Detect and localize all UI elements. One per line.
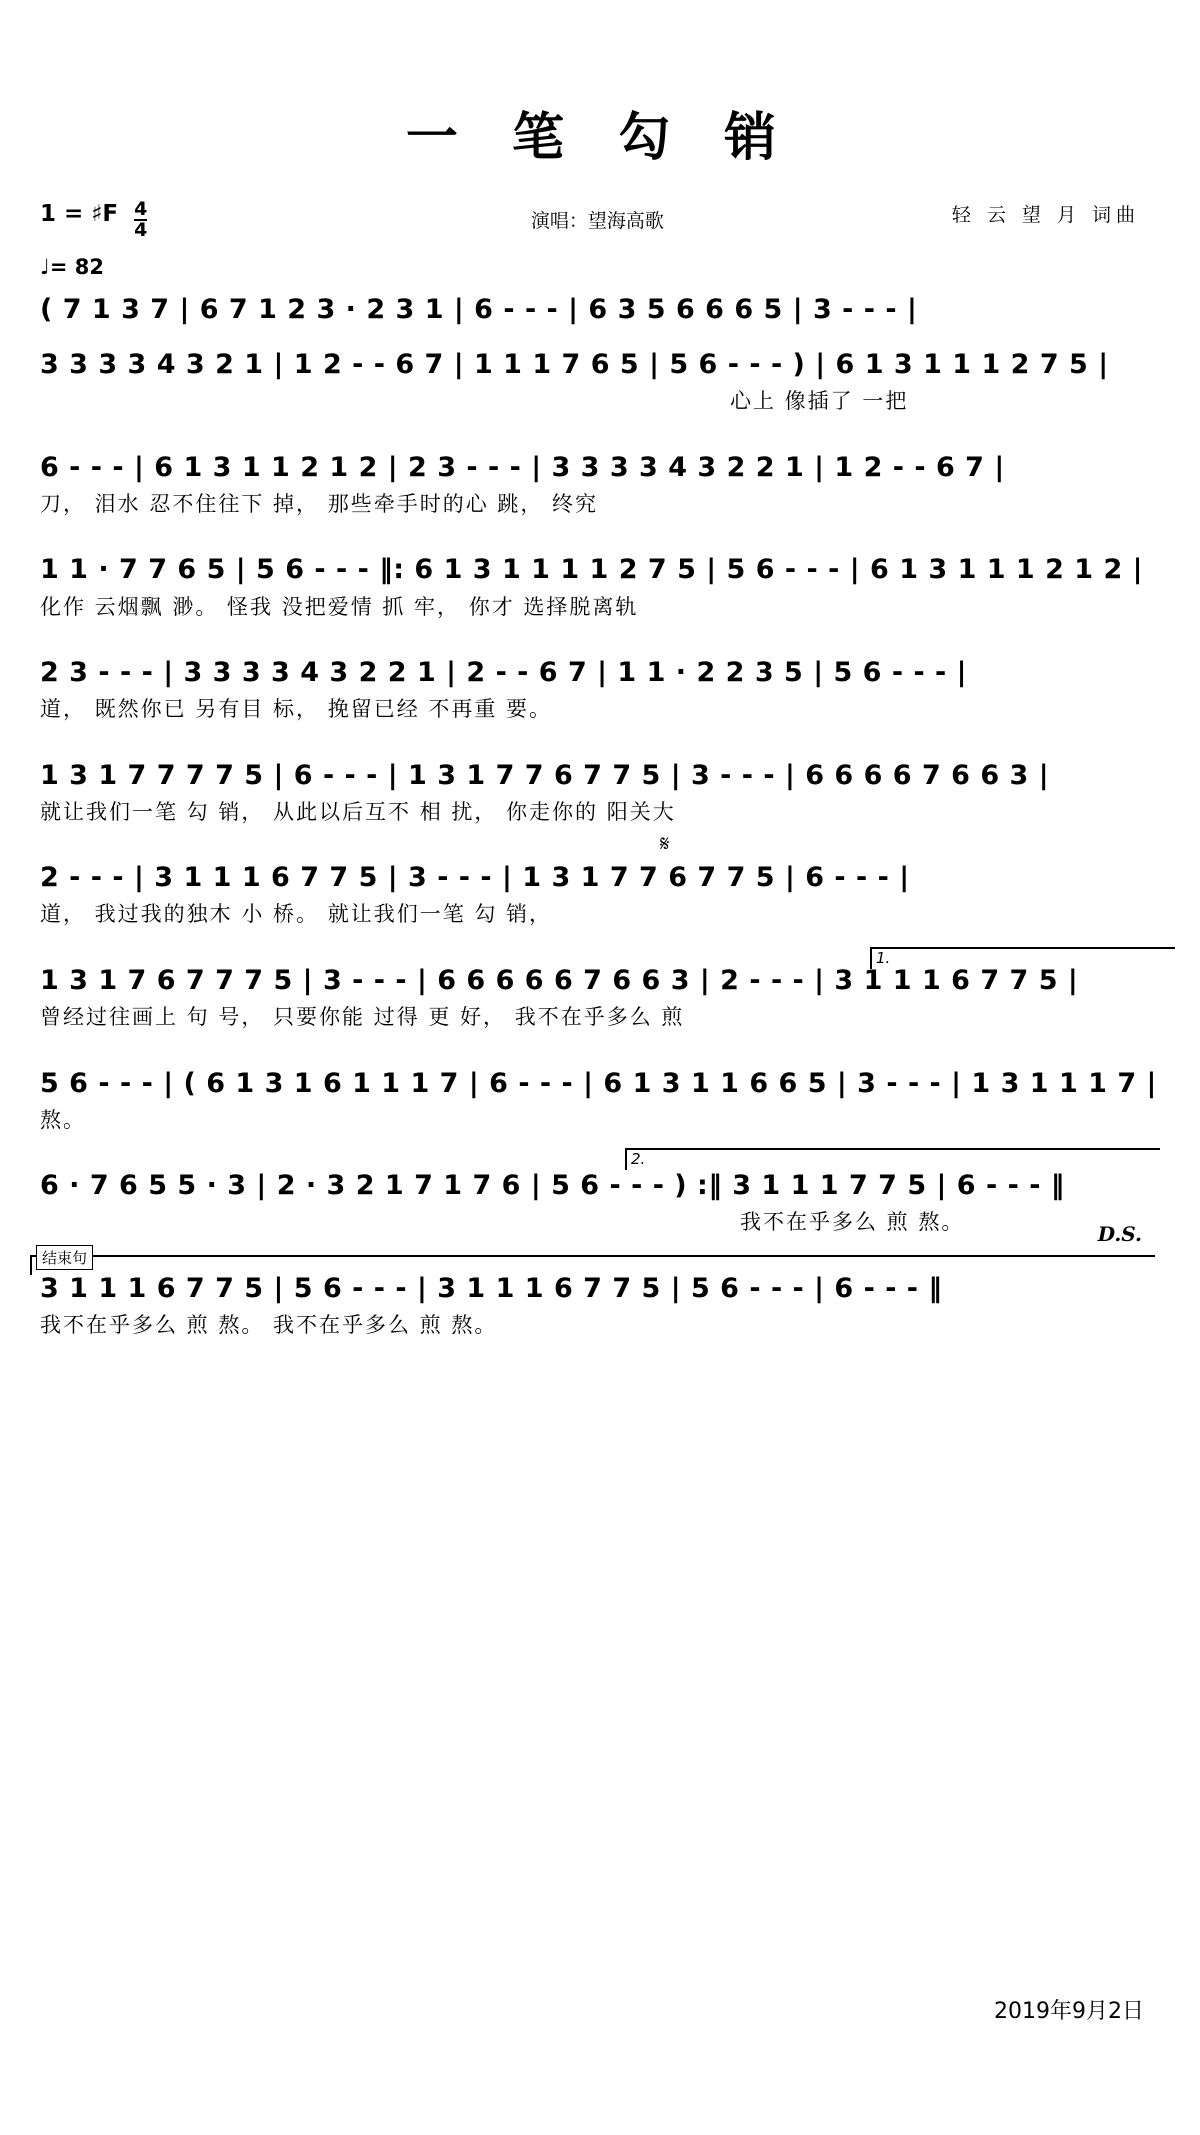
music-system-3 xyxy=(40,448,1160,521)
composition-date: 2019年9月2日 xyxy=(994,1999,1144,2024)
note-row: 1 1 · 7 7 6 5 | 5 6 - - - ‖: 6 1 3 1 1 1 1 2 7 5 | 5 6 - - - | 6 1 3 1 1 1 2 1 2 | xyxy=(40,554,1144,586)
volta-bracket-1: 1. xyxy=(870,947,1175,969)
lyric-row: 化作 云烟飘 渺。 怪我 没把爱情 抓 牢， 你才 选择脱离轨 xyxy=(40,594,639,619)
music-system-8 xyxy=(40,948,1160,1034)
note-row: 5 6 - - - | ( 6 1 3 1 6 1 1 1 7 | 6 - - - | 6 1 3 1 1 6 6 5 | 3 - - - | 1 3 1 1 1 7 | xyxy=(40,1067,1157,1099)
time-signature-numerator: 4 xyxy=(134,198,148,220)
lyric-row: 我不在乎多么 煎 熬。 我不在乎多么 煎 熬。 xyxy=(40,1313,498,1338)
time-signature xyxy=(134,200,147,240)
note-row: ( 7 1 3 7 | 6 7 1 2 3 · 2 3 1 | 6 - - - | 6 3 5 6 6 6 5 | 3 - - - | xyxy=(40,294,918,325)
music-system-5 xyxy=(40,653,1160,726)
music-system-7 xyxy=(40,832,1160,931)
music-system-9 xyxy=(40,1064,1160,1137)
note-row: 2 3 - - - | 3 3 3 3 4 3 2 2 1 | 2 - - 6 7 | 1 1 · 2 2 3 5 | 5 6 - - - | xyxy=(40,657,968,689)
note-row: 6 - - - | 6 1 3 1 1 2 1 2 | 2 3 - - - | 3 3 3 3 4 3 2 2 1 | 1 2 - - 6 7 | xyxy=(40,451,1005,483)
lyric-row: 道， 既然你已 另有目 标， 挽留已经 不再重 要。 xyxy=(40,697,553,722)
note-row: 1 3 1 7 7 7 7 5 | 6 - - - | 1 3 1 7 7 6 7 7 5 | 3 - - - | 6 6 6 6 7 6 6 3 | xyxy=(40,759,1050,791)
header-meta xyxy=(40,192,1160,284)
lyric-row: 就让我们一笔 勾 销， 从此以后互不 相 扰， 你走你的 阳关大 xyxy=(40,799,676,824)
lyric-row: 曾经过往画上 句 号， 只要你能 过得 更 好， 我不在乎多么 煎 xyxy=(40,1005,685,1030)
lyric-row: 道， 我过我的独木 小 桥。 就让我们一笔 勾 销， xyxy=(40,902,553,927)
key-and-tempo xyxy=(40,198,148,279)
tempo-marking: ♩= 82 xyxy=(40,255,105,279)
note-row: 3 3 3 3 4 3 2 1 | 1 2 - - 6 7 | 1 1 1 7 6 5 | 5 6 - - - ) | 6 1 3 1 1 1 2 7 5 | xyxy=(40,349,1109,381)
volta-bracket-2: 2. xyxy=(625,1148,1160,1170)
music-system-2 xyxy=(40,345,1160,418)
key-signature: 1 = ♯F xyxy=(40,201,119,227)
segno-icon: 𝄋 xyxy=(660,832,670,858)
lyric-row: 我不在乎多么 煎 熬。 xyxy=(740,1210,965,1235)
lyric-row: 熬。 xyxy=(40,1107,86,1132)
music-system-10 xyxy=(40,1150,1160,1247)
singer-credit: 演唱：望海高歌 xyxy=(530,210,664,232)
page-title: 一 笔 勾 销 xyxy=(405,108,795,168)
music-system-11 xyxy=(40,1248,1160,1342)
music-system-4 xyxy=(40,550,1160,623)
end-phrase-tag: 结束句 xyxy=(36,1245,93,1270)
note-row: 1 3 1 7 6 7 7 7 5 | 3 - - - | 6 6 6 6 6 7 6 6 3 | 2 - - - | 3 1 1 1 6 7 7 5 | xyxy=(40,964,1079,996)
lyric-row: 刀， 泪水 忍不住往下 掉， 那些牵手时的心 跳， 终究 xyxy=(40,491,599,516)
music-system-6 xyxy=(40,756,1160,829)
note-row: 3 1 1 1 6 7 7 5 | 5 6 - - - | 3 1 1 1 6 7 7 5 | 5 6 - - - | 6 - - - ‖ xyxy=(40,1272,943,1304)
sheet-music-page xyxy=(0,108,1200,2135)
composer-credit: 轻 云 望 月 词曲 xyxy=(951,204,1140,226)
note-row: 2 - - - | 3 1 1 1 6 7 7 5 | 3 - - - | 1 3 1 7 7 6 7 7 5 | 6 - - - | xyxy=(40,862,910,894)
time-signature-denominator: 4 xyxy=(134,219,148,241)
end-phrase-bracket xyxy=(30,1255,1155,1275)
lyric-row: 心上 像插了 一把 xyxy=(730,389,909,414)
note-row: 6 · 7 6 5 5 · 3 | 2 · 3 2 1 7 1 7 6 | 5 6 - - - ) :‖ 3 1 1 1 7 7 5 | 6 - - - ‖ xyxy=(40,1170,1065,1202)
ds-mark: D.S. xyxy=(1097,1222,1142,1247)
music-system-1 xyxy=(40,290,1160,329)
